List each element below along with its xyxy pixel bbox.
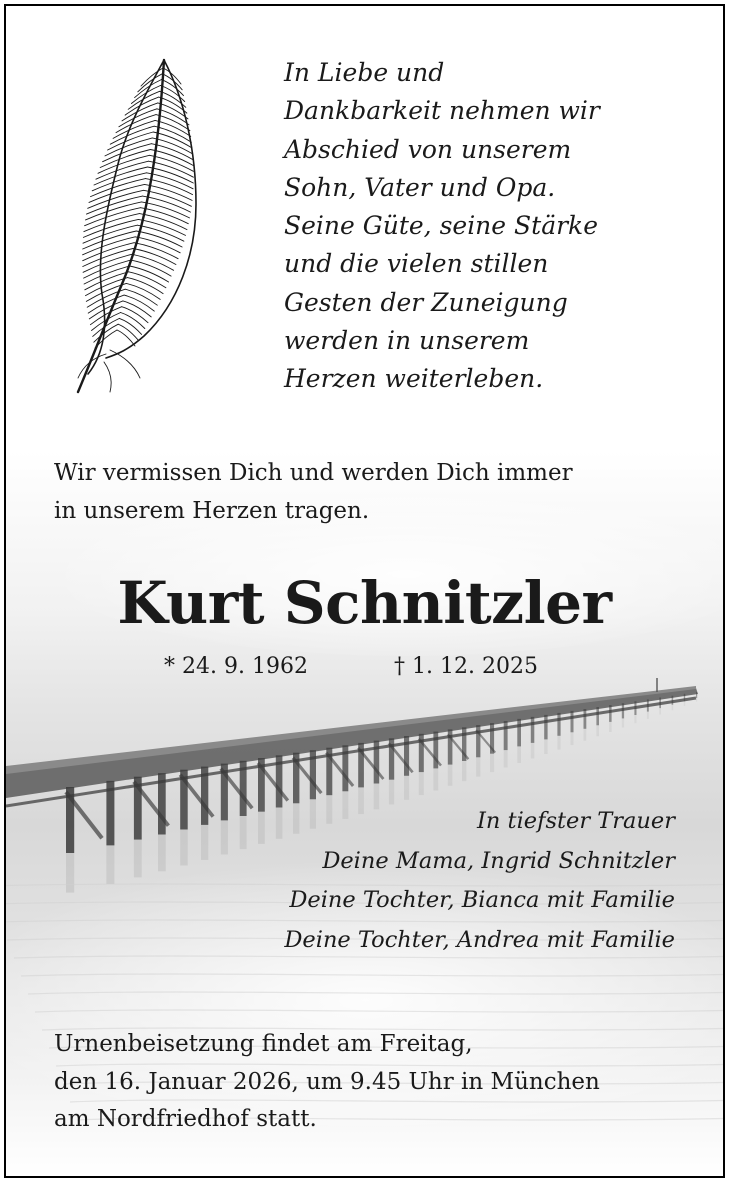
mourner-line: Deine Mama, Ingrid Schnitzler <box>322 847 675 874</box>
mourners-block <box>115 802 675 960</box>
poem-line: und die vielen stillen <box>284 249 549 279</box>
burial-announcement <box>54 1026 694 1139</box>
poem-line: Dankbarkeit nehmen wir <box>284 96 600 126</box>
poem-line: Seine Güte, seine Stärke <box>284 211 599 241</box>
obituary-notice <box>4 4 725 1178</box>
remembrance-text <box>54 454 694 530</box>
farewell-poem <box>284 54 704 399</box>
mourners-heading: In tiefster Trauer <box>477 808 675 834</box>
remembrance-line: in unserem Herzen tragen. <box>54 498 370 524</box>
poem-line: Abschied von unserem <box>284 134 572 164</box>
poem-line: werden in unserem <box>284 326 530 356</box>
birth-date: * 24. 9. 1962 <box>164 654 308 679</box>
deceased-name: Kurt Schnitzler <box>117 569 612 637</box>
poem-line: Sohn, Vater und Opa. <box>284 172 556 202</box>
burial-line: am Nordfriedhof statt. <box>54 1106 317 1132</box>
mourner-line: Deine Tochter, Bianca mit Familie <box>289 887 675 913</box>
feather-icon <box>66 54 206 400</box>
poem-line: Herzen weiterleben. <box>284 364 544 394</box>
mourner-line: Deine Tochter, Andrea mit Familie <box>284 926 675 953</box>
poem-line: Gesten der Zuneigung <box>284 287 568 317</box>
burial-line: Urnenbeisetzung findet am Freitag, <box>54 1031 473 1057</box>
death-date: † 1. 12. 2025 <box>394 654 538 679</box>
remembrance-line: Wir vermissen Dich und werden Dich immer <box>54 460 573 486</box>
burial-line: den 16. Januar 2026, um 9.45 Uhr in München <box>54 1068 600 1095</box>
poem-line: In Liebe und <box>284 58 445 87</box>
